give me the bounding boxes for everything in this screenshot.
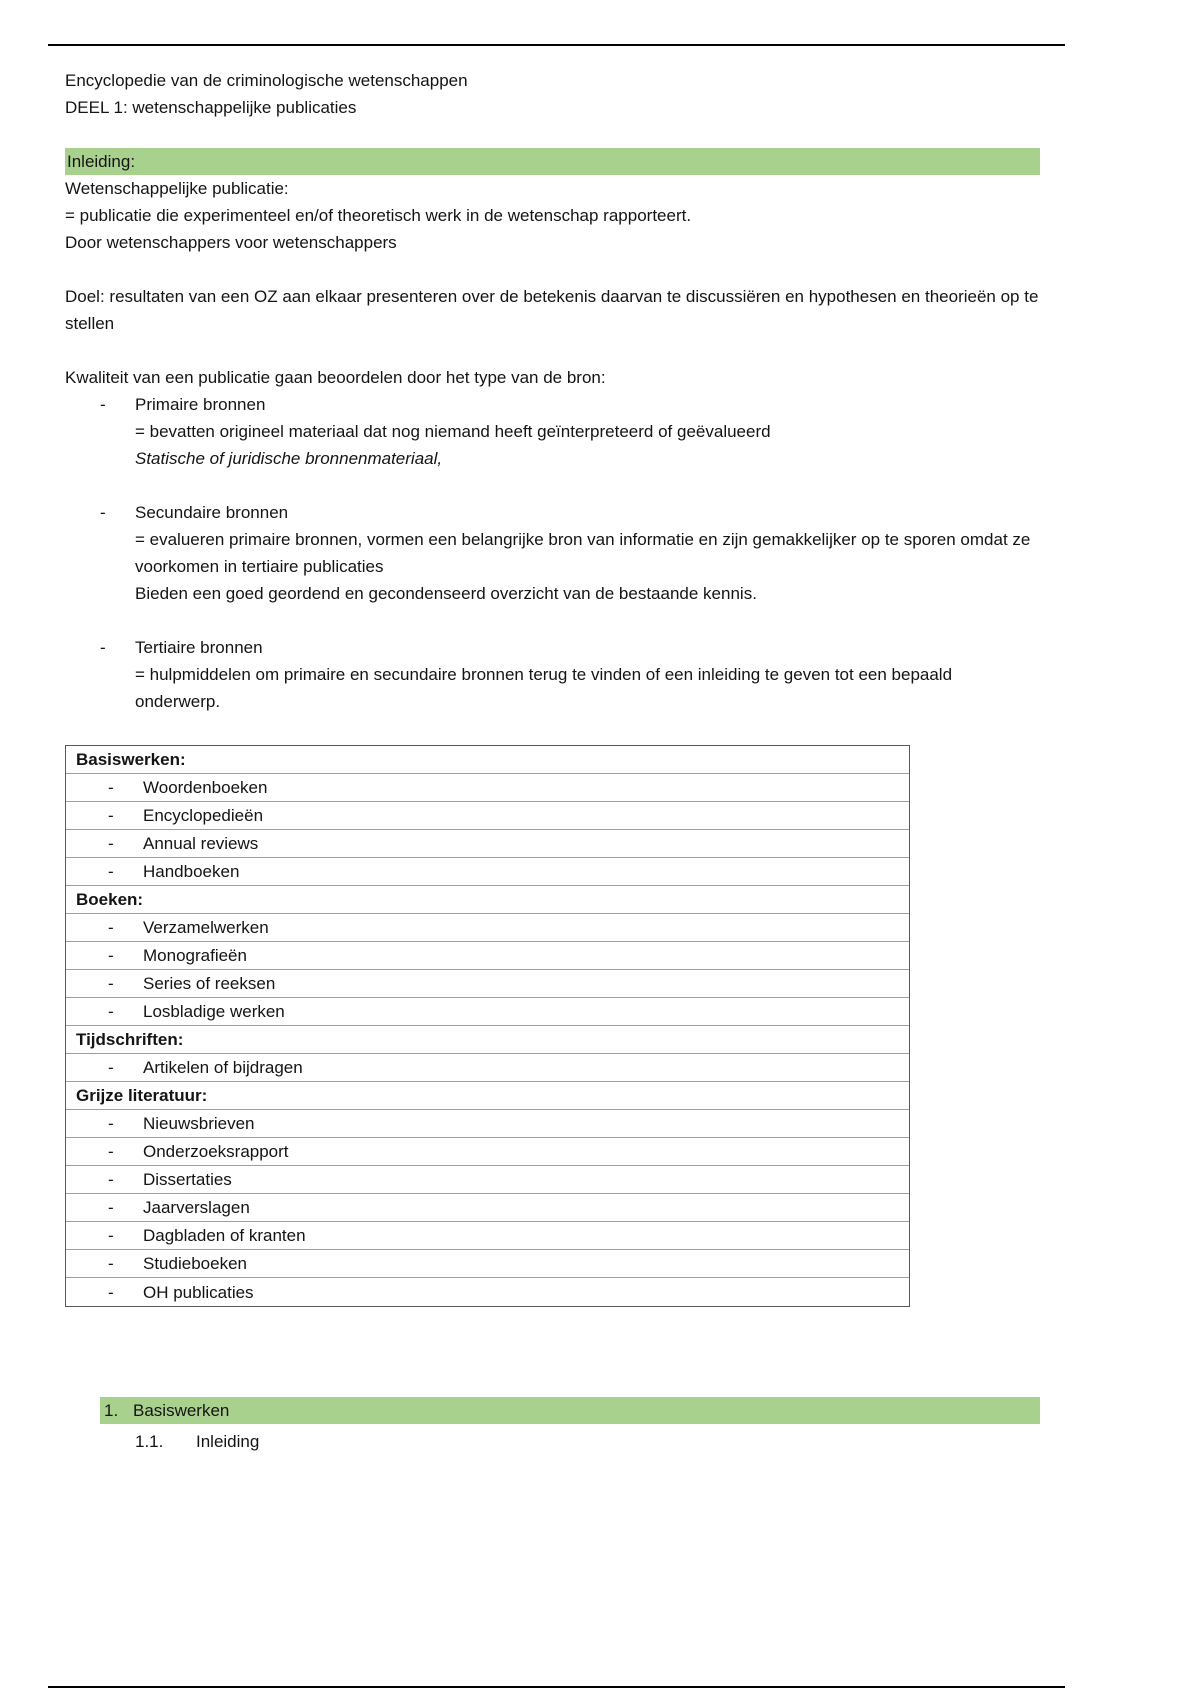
section-1-title: Basiswerken xyxy=(133,1401,230,1420)
table-item-label: Annual reviews xyxy=(143,834,259,853)
table-item-label: Dagbladen of kranten xyxy=(143,1226,306,1245)
table-item-label: Onderzoeksrapport xyxy=(143,1142,289,1161)
page-bottom-rule xyxy=(48,1686,1065,1688)
table-item-label: Studieboeken xyxy=(143,1254,247,1273)
table-item-label: Dissertaties xyxy=(143,1170,232,1189)
table-item-label: Losbladige werken xyxy=(143,1002,285,1021)
dash-marker: - xyxy=(108,1058,114,1077)
table-item-row xyxy=(66,1054,909,1082)
table-item-row xyxy=(66,1166,909,1194)
blank-line xyxy=(65,337,1040,364)
bullet-tertiary-sources xyxy=(65,634,1040,715)
document-content xyxy=(65,67,1040,1455)
dash-marker: - xyxy=(108,946,114,965)
table-item-row xyxy=(66,998,909,1026)
bullet-tertiary-body xyxy=(135,634,1040,715)
table-item-row xyxy=(66,1110,909,1138)
table-item-row xyxy=(66,830,909,858)
dash-marker: - xyxy=(108,862,114,881)
table-item-row xyxy=(66,914,909,942)
table-item-label: Handboeken xyxy=(143,862,240,881)
secondary-sources-definition: = evalueren primaire bronnen, vormen een belangrijke bron van informatie en zijn gemakkelijker op te sporen omdat ze voorkomen in tertiaire publicaties xyxy=(135,530,1031,576)
secondary-sources-title: Secundaire bronnen xyxy=(135,503,289,522)
tertiary-sources-title: Tertiaire bronnen xyxy=(135,638,263,657)
publication-types-table xyxy=(65,745,910,1307)
table-item-row xyxy=(66,1250,909,1278)
table-item-label: Monografieën xyxy=(143,946,247,965)
blank-line xyxy=(65,607,1040,634)
dash-marker: - xyxy=(100,638,106,657)
section-1-1-title: Inleiding xyxy=(196,1432,260,1451)
dash-marker: - xyxy=(100,395,106,414)
blank-line xyxy=(65,121,1040,148)
document-subtitle: DEEL 1: wetenschappelijke publicaties xyxy=(65,98,357,117)
primary-sources-title: Primaire bronnen xyxy=(135,395,266,414)
dash-marker: - xyxy=(100,503,106,522)
inleiding-heading-bar xyxy=(65,148,1040,175)
table-item-row xyxy=(66,1138,909,1166)
primary-sources-definition: = bevatten origineel materiaal dat nog niemand heeft geïnterpreteerd of geëvalueerd xyxy=(135,422,771,441)
table-item-row xyxy=(66,1194,909,1222)
quality-intro-line: Kwaliteit van een publicatie gaan beoordelen door het type van de bron: xyxy=(65,368,606,387)
section-1-heading xyxy=(100,1397,1040,1424)
section-1-1-number: 1.1. xyxy=(135,1432,164,1451)
table-item-label: Series of reeksen xyxy=(143,974,276,993)
table-item-label: Encyclopedieën xyxy=(143,806,264,825)
dash-marker: - xyxy=(108,974,114,993)
table-item-label: Woordenboeken xyxy=(143,778,268,797)
definition-paragraph xyxy=(65,175,1040,256)
document-title: Encyclopedie van de criminologische wetenschappen xyxy=(65,71,468,90)
document-title-block xyxy=(65,67,1040,121)
dash-marker: - xyxy=(108,806,114,825)
inleiding-heading-text: Inleiding: xyxy=(67,152,136,171)
table-item-label: Verzamelwerken xyxy=(143,918,269,937)
table-category-row xyxy=(66,886,909,914)
table-category-label: Grijze literatuur: xyxy=(76,1086,208,1105)
dash-marker: - xyxy=(108,918,114,937)
dash-marker: - xyxy=(108,1142,114,1161)
dash-marker: - xyxy=(108,1282,114,1302)
dash-marker: - xyxy=(108,834,114,853)
table-item-row xyxy=(66,942,909,970)
table-item-row xyxy=(66,802,909,830)
dash-marker: - xyxy=(108,1254,114,1273)
table-item-label: Artikelen of bijdragen xyxy=(143,1058,303,1077)
primary-sources-example: Statische of juridische bronnenmateriaal, xyxy=(135,449,443,468)
secondary-sources-note: Bieden een goed geordend en gecondenseerd overzicht van de bestaande kennis. xyxy=(135,584,757,603)
table-item-row xyxy=(66,858,909,886)
table-item-label: OH publicaties xyxy=(143,1282,254,1302)
blank-line xyxy=(65,256,1040,283)
bullet-primary-body xyxy=(135,391,1040,472)
dash-marker: - xyxy=(108,1226,114,1245)
dash-marker: - xyxy=(108,1198,114,1217)
table-item-label: Nieuwsbrieven xyxy=(143,1114,255,1133)
table-category-row xyxy=(66,1082,909,1110)
bullet-primary-sources xyxy=(65,391,1040,472)
section-1-number: 1. xyxy=(104,1401,119,1420)
table-category-label: Basiswerken: xyxy=(76,750,186,769)
table-category-row xyxy=(66,1026,909,1054)
table-item-label: Jaarverslagen xyxy=(143,1198,250,1217)
definition-line: = publicatie die experimenteel en/of theoretisch werk in de wetenschap rapporteert. xyxy=(65,206,692,225)
table-category-label: Tijdschriften: xyxy=(76,1030,184,1049)
table-category-row xyxy=(66,746,909,774)
dash-marker: - xyxy=(108,778,114,797)
dash-marker: - xyxy=(108,1114,114,1133)
tertiary-sources-definition: = hulpmiddelen om primaire en secundaire bronnen terug te vinden of een inleiding te geven tot een bepaald onderwerp. xyxy=(135,665,953,711)
table-item-row xyxy=(66,774,909,802)
page-top-rule xyxy=(48,44,1065,46)
table-item-row xyxy=(66,970,909,998)
table-item-row xyxy=(66,1222,909,1250)
table-category-label: Boeken: xyxy=(76,890,144,909)
definition-note: Door wetenschappers voor wetenschappers xyxy=(65,233,397,252)
dash-marker: - xyxy=(108,1002,114,1021)
bullet-secondary-sources xyxy=(65,499,1040,607)
definition-title: Wetenschappelijke publicatie: xyxy=(65,179,289,198)
blank-line xyxy=(65,472,1040,499)
bullet-secondary-body xyxy=(135,499,1040,607)
goal-paragraph: Doel: resultaten van een OZ aan elkaar presenteren over de betekenis daarvan te discussiëren en hypothesen en theorieën op te stellen xyxy=(65,287,1039,333)
section-1-1-heading xyxy=(135,1428,1040,1455)
table-item-row xyxy=(66,1278,909,1306)
dash-marker: - xyxy=(108,1170,114,1189)
